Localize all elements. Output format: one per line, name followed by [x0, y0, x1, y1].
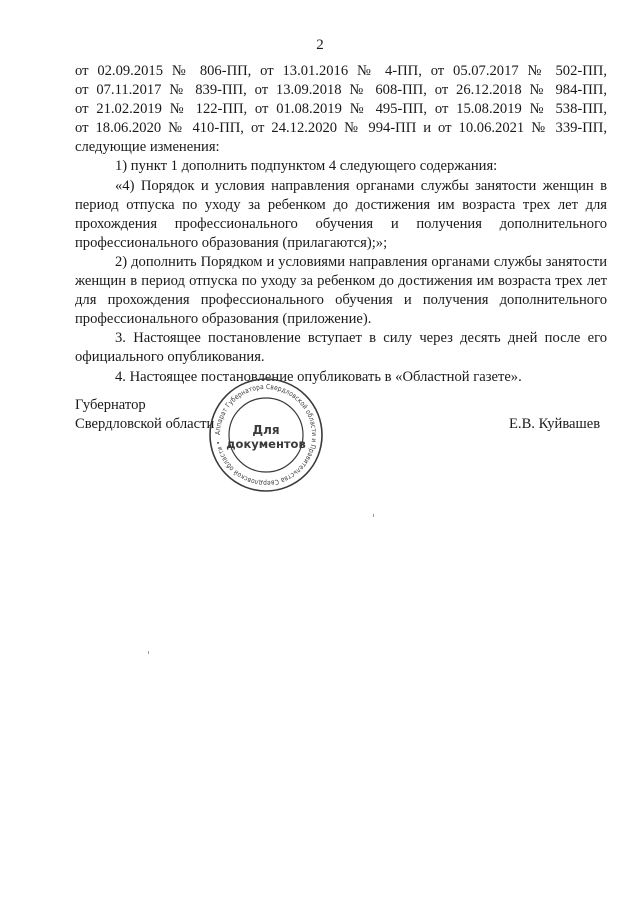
signatory-region: Свердловской области [75, 416, 215, 433]
scan-speck [148, 651, 149, 654]
text-line: от 07.11.2017 № 839-ПП, от 13.09.2018 № 608-ПП, от 26.12.2018 № 984-ПП, [75, 82, 607, 99]
text-line: следующие изменения: [75, 139, 220, 156]
text-line: от 18.06.2020 № 410-ПП, от 24.12.2020 № 994-ПП и от 10.06.2021 № 339-ПП, [75, 120, 607, 137]
stamp-center-line1: Для [252, 423, 280, 437]
scan-speck [373, 514, 374, 517]
text-line: от 21.02.2019 № 122-ПП, от 01.08.2019 № 495-ПП, от 15.08.2019 № 538-ПП, [75, 101, 607, 118]
text-line: от 02.09.2015 № 806-ПП, от 13.01.2016 № 4-ПП, от 05.07.2017 № 502-ПП, [75, 63, 607, 79]
signatory-name: Е.В. Куйвашев [509, 416, 601, 432]
document-body [75, 62, 607, 387]
stamp-center-line2: документов [226, 437, 306, 451]
official-stamp [208, 377, 324, 493]
paragraph-subitem-4-quote: «4) Порядок и условия направления органами службы занятости женщин в период отпуска по уходу за ребенком до достижения им возраста трех лет для прохождения профессионального обучения и получения дополнительного профессионального образования (прилагаются);»; [75, 177, 607, 251]
paragraph-item-1: 1) пункт 1 дополнить подпунктом 4 следующего содержания: [115, 158, 498, 175]
paragraph-item-2: 2) дополнить Порядком и условиями направления органами службы занятости женщин в период отпуска по уходу за ребенком до достижения им возраста трех лет для прохождения профессионального обучения и получения дополнительного профессионального образования (приложение). [75, 253, 607, 328]
paragraph-clause-3: 3. Настоящее постановление вступает в силу через десять дней после его официального опубликования. [75, 330, 607, 366]
signatory-title: Губернатор [75, 397, 146, 413]
stamp-ring-textpath: Аппарат Губернатора Свердловской области и Правительства Свердловской области • [213, 382, 319, 488]
page-number: 2 [316, 37, 324, 53]
signatory-position [75, 396, 214, 434]
paragraph-amendments-list [75, 62, 607, 157]
paragraph-clause-4: 4. Настоящее постановление опубликовать в «Областной газете». [115, 368, 522, 385]
